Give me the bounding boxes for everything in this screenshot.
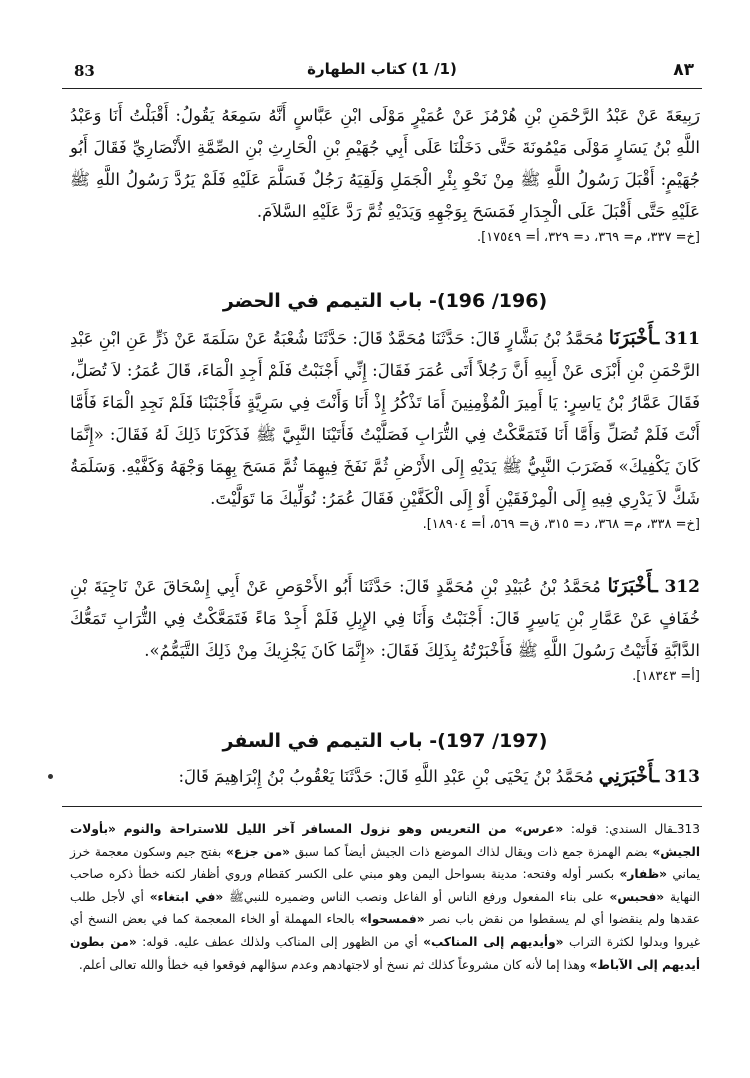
footnote-term: «في ابتغاء» [149,889,224,904]
hadith-312-body [70,570,700,667]
footnote-term: «فمسحوا» [359,912,425,927]
book-title: (1/ 1) كتاب الطهارة [307,60,457,78]
hadith-313-text: مُحَمَّدُ بْنُ يَحْيَى بْنِ عَبْدِ اللَّهِ قَالَ: حَدَّثَنَا يَعْقُوبُ بْنُ إِبْرَاهِيمَ قَالَ: [178,767,594,786]
hadith-311-text: مُحَمَّدُ بْنُ بَشَّارٍ قَالَ: حَدَّثَنَا مُحَمَّدٌ قَالَ: حَدَّثَنَا شُعْبَةُ عَنْ سَلَمَةَ عَنْ ذَرٍّ عَنِ ابْنِ عَبْدِ الرَّحْمَنِ بْنِ أَبْزَى عَنْ أَبِيهِ أَنَّ رَجُلاً أَتَى عُمَرَ فَقَالَ: إِنِّي أَجْنَبْتُ فَلَمْ أَجِدِ الْمَاءَ، قَالَ عُمَرُ: لاَ تُصَلِّ، فَقَالَ عَمَّارُ بْنُ يَاسِرٍ: يَا أَمِيرَ الْمُؤْمِنِينَ أَمَا تَذْكُرُ إِذْ أَنَا وَأَنْتَ فِي سَرِيَّةٍ فَأَجْنَبْنَا فَلَمْ نَجِدِ الْمَاءَ فَأَمَّا أَنْتَ فَلَمْ تُصَلِّ وَأَمَّا أَنَا فَتَمَعَّكْتُ فِي التُّرَابِ فَصَلَّيْتُ فَأَتَيْنَا النَّبِيَّ ﷺ فَذَكَرْنَا ذَلِكَ لَهُ فَقَالَ: «إِنَّمَا كَانَ يَكْفِيكَ» فَضَرَبَ النَّبِيُّ ﷺ يَدَيْهِ إِلَى الأَرْضِ ثُمَّ نَفَخَ فِيهِمَا ثُمَّ مَسَحَ بِهِمَا وَجْهَهُ وَكَفَّيْهِ. وَسَلَمَةُ شَكَّ لاَ يَدْرِي فِيهِ إِلَى الْمِرْفَقَيْنِ أَوْ إِلَى الْكَفَّيْنِ فَقَالَ عُمَرُ: نُوَلِّيكَ مَا تَوَلَّيْتَ. [70,329,700,508]
footnote-term: «من بطون أيديهم إلى الآباط» [70,934,700,972]
footnote-term: «ظفار» [619,867,668,882]
footnote-term: «عرس» من التعريس وهو نزول المسافر آخر الليل للاستراحة والنوم [123,822,564,836]
bab-196-heading: (196/ 196)- باب التيمم في الحضر [222,290,548,312]
page-number-latin: 83 [74,62,95,80]
margin-dot [48,774,53,779]
footnote-term: «فحبس» [609,889,665,904]
hadith-311 [70,322,700,535]
hadith-opener: ـأَخْبَرَنَا [608,327,660,349]
hadith-312-text: مُحَمَّدُ بْنُ عُبَيْدِ بْنِ مُحَمَّدٍ قَالَ: حَدَّثَنَا أَبُو الأَحْوَصِ عَنْ أَبِي إِسْحَاقَ عَنْ نَاجِيَةَ بْنِ خُفَافٍ عَنْ عَمَّارِ بْنِ يَاسِرٍ قَالَ: أَجْنَبْتُ وَأَنَا فِي الإِبِلِ فَلَمْ أَجِدْ مَاءً فَتَمَعَّكْتُ فِي التُّرَابِ تَمَعُّكَ الدَّابَّةِ فَأَتَيْتُ رَسُولَ اللَّهِ ﷺ فَأَخْبَرْتُهُ بِذَلِكَ فَقَالَ: «إِنَّمَا كَانَ يَجْزِيكَ مِنْ ذَلِكَ التَّيَمُّمُ». [70,577,700,660]
footnote-text: وهذا إما لأنه كان مشروعاً كذلك ثم نسخ أو لاجتهادهم وعدم سؤالهم فوقعوا فيه خطأ والله تعالى أعلم. [78,957,586,972]
hadith-312 [70,570,700,687]
hadith-310-continuation [70,100,700,248]
footnote-term: «من جزع» [226,844,291,859]
footnote-text: بضم الهمزة جمع ذات ويقال لذاك الموضع ذات الجيش أيضاً كما سبق [294,844,648,859]
hadith-313-body [70,760,700,793]
hadith-310-ref: [خ= ٣٣٧، م= ٣٦٩، د= ٣٢٩، أ= ١٧٥٤٩]. [476,230,700,245]
hadith-opener: ـأَخْبَرَنِي [598,765,660,787]
bab-197-heading: (197/ 197)- باب التيمم في السفر [222,730,548,752]
footnote-text: بفتح جيم وسكون معجمة خرز يماني [70,844,701,882]
footnote-rule [62,806,702,807]
hadith-number: 313 [664,767,700,787]
footnote-term: «وأيديهم إلى المناكب» [423,934,564,949]
footnote-text: بالحاء المهملة أو الخاء المعجمة كما في بعض النسخ أي غيروا وبدلوا لكثرة التراب [70,912,701,949]
hadith-311-ref: [خ= ٣٣٨، م= ٣٦٨، د= ٣١٥، ق= ٥٦٩، أ= ١٨٩٠٤]. [422,517,700,532]
hadith-312-ref: [أ= ١٨٣٤٣]. [632,669,700,684]
header-rule [62,88,702,89]
hadith-number: 311 [664,329,701,349]
footnote-lead: 313ـقال السندي: قوله: [570,822,700,836]
footnote-text: على بناء المفعول ورفع الناس أو الفاعل ونصب الناس وضميره للنبيﷺ [229,889,604,904]
page-number-arabic: ٨٣ [673,60,694,80]
footnote-text: بكسر أوله وفتحه: مدينة بسواحل اليمن وهو مبني على الكسر كقطام وروي أظفار لكنه خطأ ذكره صاحب النهاية [70,867,700,904]
hadith-311-body [70,322,700,515]
footnote-text: أي لأجل طلب عقدها ولم ينقضوا أي لم يسقطوا من نقض باب نصر [70,889,701,927]
page-header [62,56,702,90]
hadith-310-text: رَبِيعَةَ عَنْ عَبْدُ الرَّحْمَنِ بْنِ هُرْمُزَ عَنْ عُمَيْرٍ مَوْلَى ابْنِ عَبَّاسٍ أَنَّهُ سَمِعَهُ يَقُولُ: أَقْبَلْتُ أَنَا وَعَبْدُ اللَّهِ بْنُ يَسَارٍ مَوْلَى مَيْمُونَةَ حَتَّى دَخَلْنَا عَلَى أَبِي جُهَيْمِ بْنِ الْحَارِثِ بْنِ الصِّمَّةِ الأَنْصَارِيِّ فَقَالَ أَبُو جُهَيْمٍ: أَقْبَلَ رَسُولُ اللَّهِ ﷺ مِنْ نَحْوِ بِئْرِ الْجَمَلِ وَلَقِيَهُ رَجُلٌ فَسَلَّمَ عَلَيْهِ فَلَمْ يَرُدَّ رَسُولُ اللَّهِ ﷺ عَلَيْهِ حَتَّى أَقْبَلَ عَلَى الْجِدَارِ فَمَسَحَ بِوَجْهِهِ وَيَدَيْهِ ثُمَّ رَدَّ عَلَيْهِ السَّلاَمَ. [70,106,700,221]
footnote-term: «بأولات الجيش» [70,822,701,859]
footnote-text: أي من الظهور إلى المناكب ولذلك عطف عليه. قوله: [142,934,418,949]
hadith-opener: ـأَخْبَرَنَا [607,575,658,597]
footnote-sindi [70,818,700,976]
hadith-number: 312 [664,577,700,597]
hadith-313 [70,760,700,793]
